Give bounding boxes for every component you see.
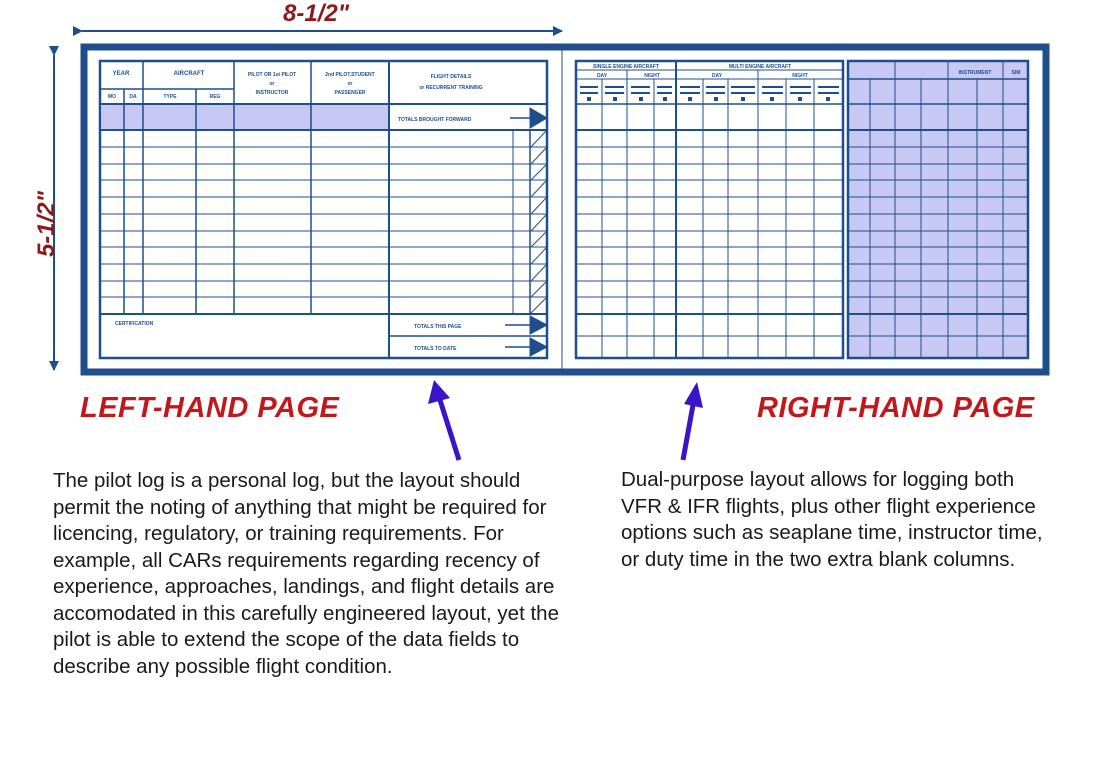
header-multi-engine: MULTI ENGINE AIRCRAFT: [728, 64, 792, 70]
header-type: TYPE: [163, 94, 177, 100]
right-pointer-arrow-shape: [683, 382, 703, 460]
header-single-engine: SINGLE ENGINE AIRCRAFT: [593, 64, 659, 70]
header-details-line2: or RECURRENT TRAINING: [419, 85, 483, 91]
header-second-line3: PASSENGER: [334, 90, 366, 96]
header-pilot-line3: INSTRUCTOR: [255, 90, 289, 96]
certification-label: CERTIFICATION: [115, 321, 154, 327]
header-second-line2: or: [347, 81, 353, 87]
right-page-description: Dual-purpose layout allows for logging both VFR & IFR flights, plus other flight experience options such as seaplane time, instructor time, or duty time in the two extra blank columns.: [621, 468, 1043, 571]
header-me-day: DAY: [711, 73, 723, 79]
totals-brought-forward-label: TOTALS BROUGHT FORWARD: [398, 117, 472, 123]
header-pilot-line2: or: [269, 81, 275, 87]
header-se-day: DAY: [596, 73, 608, 79]
left-pointer-arrow-shape: [428, 380, 459, 460]
header-year: YEAR: [112, 71, 130, 77]
header-pilot-line1: PILOT OR 1st PILOT: [247, 72, 297, 78]
header-sim: SIM: [1011, 70, 1021, 76]
header-da: DA: [129, 94, 137, 100]
header-reg: REG: [209, 94, 221, 100]
right-hand-page-title: RIGHT-HAND PAGE: [757, 392, 1035, 424]
totals-this-page-label: TOTALS THIS PAGE: [414, 324, 462, 330]
height-dimension-label: 5-1/2": [33, 190, 60, 258]
totals-to-date-label: TOTALS TO DATE: [414, 346, 457, 352]
header-details-line1: FLIGHT DETAILS: [430, 74, 472, 80]
left-page-description: The pilot log is a personal log, but the layout should permit the noting of anything that might be required for licencing, regulatory, or training requirements. For example, all CARs requirements regarding recency of experience, approaches, landings, and flight details are accomodated in this carefully engineered layout, yet the pilot is able to extend the scope of the data fields to describe any possible flight condition.: [53, 469, 559, 678]
left-hand-page-title: LEFT-HAND PAGE: [80, 392, 340, 424]
width-dimension-label: 8-1/2": [283, 0, 350, 27]
header-me-night: NIGHT: [792, 73, 808, 79]
header-mo: MO: [107, 94, 117, 100]
header-se-night: NIGHT: [644, 73, 660, 79]
header-aircraft: AIRCRAFT: [173, 71, 205, 77]
header-instrument: INSTRUMENT: [958, 70, 992, 76]
header-second-line1: 2nd PILOT,STUDENT: [325, 72, 375, 78]
